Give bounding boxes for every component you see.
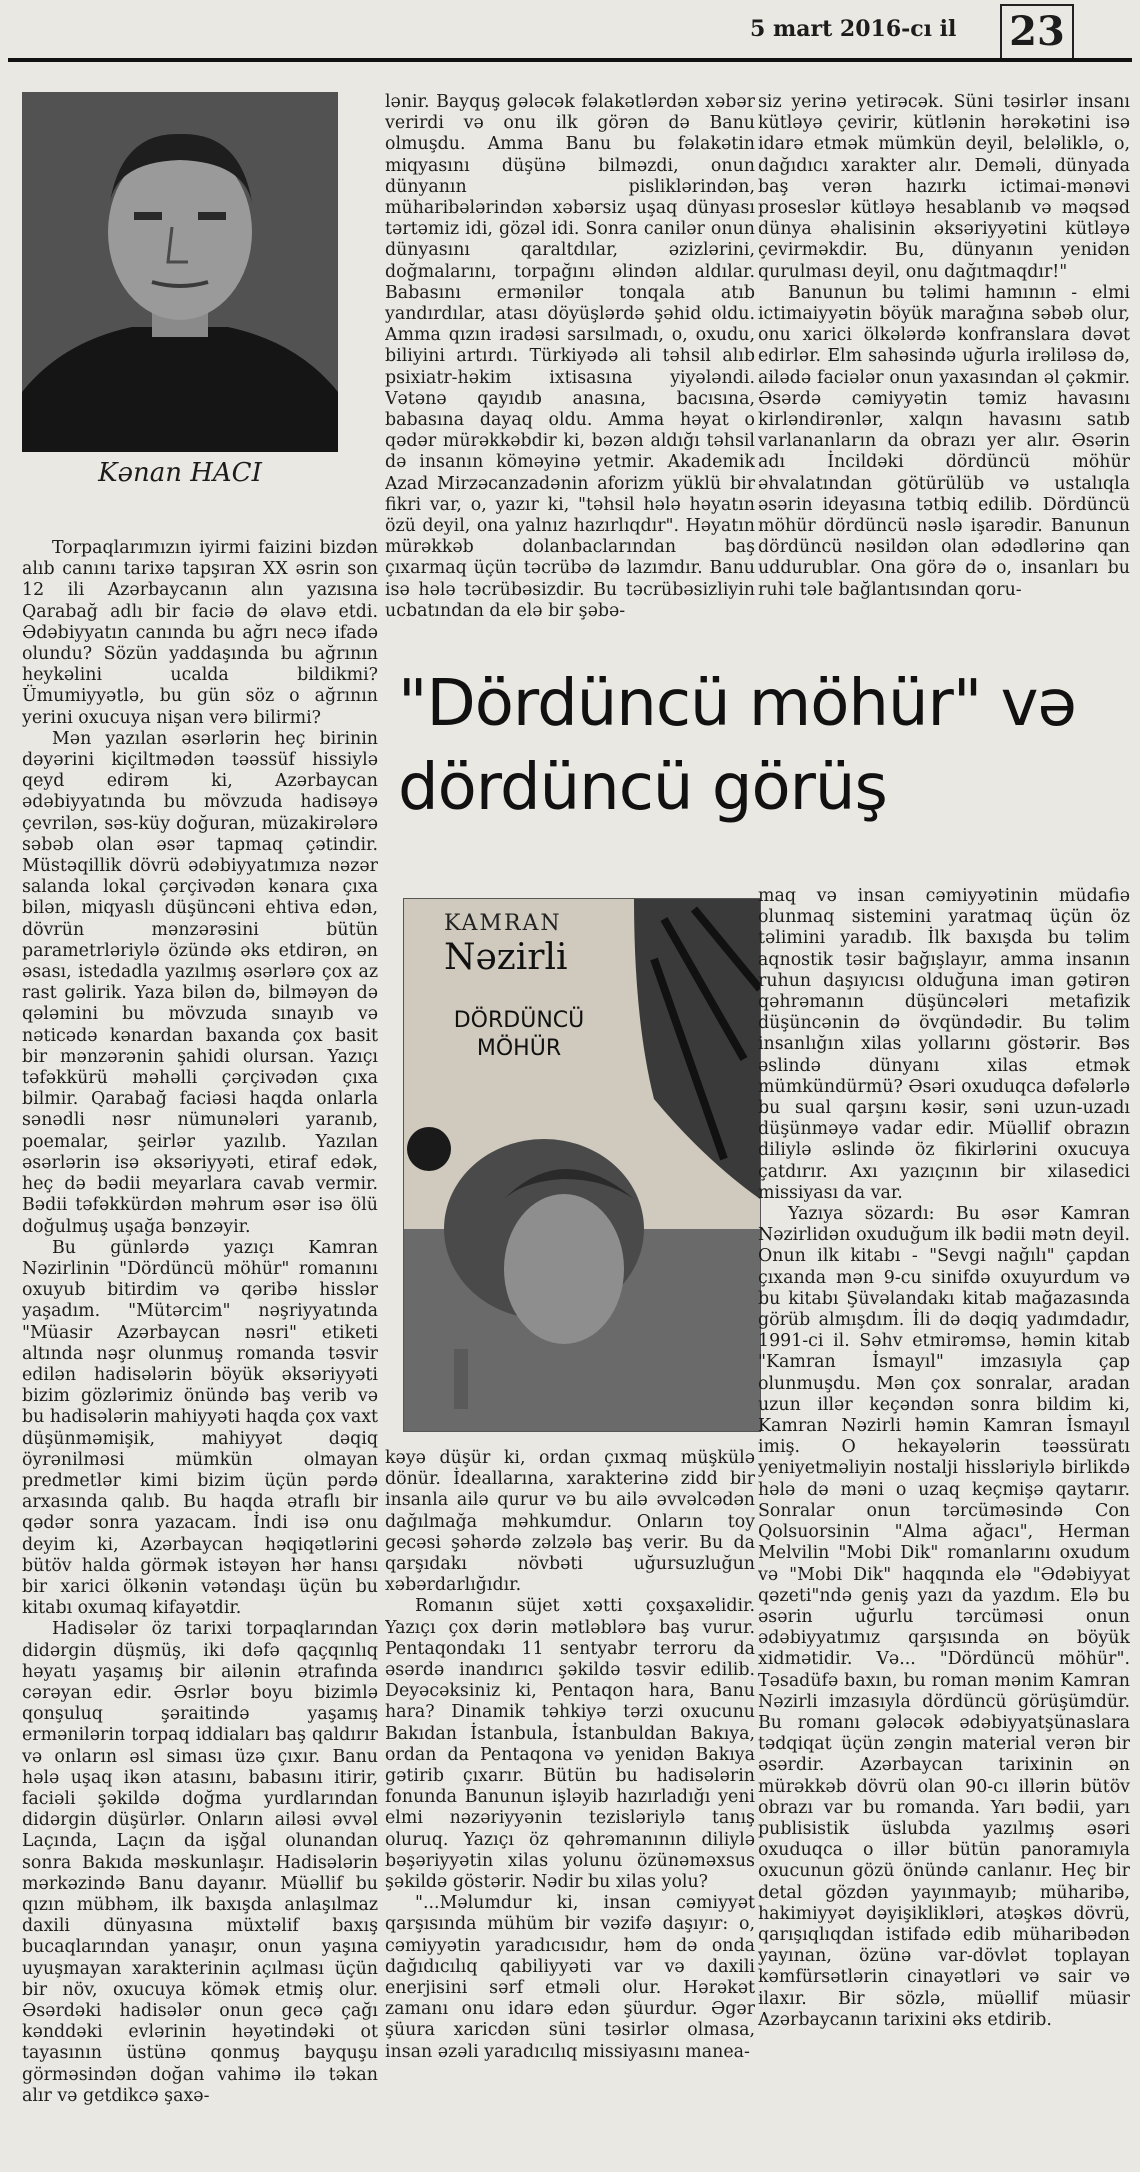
- page-number: 23: [1000, 4, 1074, 60]
- paragraph: Bu günlərdə yazıçı Kamran Nəzirlinin "Dördüncü möhür" romanını oxuyub bitirdim və qəribə hisslər yaşadım. "Mütərcim" nəşriyyatında "Müasir Azərbaycan nəsri" etiketi altında nəşr olunmuş romanda təsvir edilən hadisələrin böyük əksəriyyəti bizim gözlərimiz önündə baş verib və bu hadisələrin mahiyyəti haqda çox vaxt düşünməmişik, mahiyyət dəqiq öyrənilməsi mümkün olmayan predmetlər kimi bizim üçün pərdə arxasında qalıb. Bu haqda ətraflı bir qədər sonra yazacam. İndi isə onu deyim ki, Azərbaycan həqiqətlərini bütöv halda görmək istəyən hər hansı bir xarici ölkənin vətəndaşı üçün bu kitabı oxumaq kifayətdir.: [22, 1237, 378, 1619]
- paragraph: Hadisələr öz tarixi torpaqlarından didərgin düşmüş, iki dəfə qaçqınlıq həyatı yaşamış bir ailənin ətrafında cərəyan edir. Əsrlər boyu bizimlə qonşuluq şəraitində yaşamış ermənilərin torpaq iddiaları baş qaldırır və onların əsl siması üzə çıxır. Banu hələ uşaq ikən atasını, babasını itirir, faciəli şəkildə doğma yurdlarından didərgin düşürlər. Onların ailəsi əvvəl Laçında, Laçın da işğal olunandan sonra Bakıda məskunlaşır. Hadisələrin mərkəzində Banu dayanır. Müəllif bu qızın mübhəm, ilk baxışda anlaşılmaz daxili dünyasına müxtəlif baxış bucaqlarından yanaşır, onun yaşına uyuşmayan xarakterinin açılması üçün bir növ, oxucuya kömək etmiş olur. Əsərdəki hadisələr onun gecə çağı kənddəki evlərinin həyətindəki ot tayasının üstünə qonmuş bayquşu görməsindən doğan vahimə ilə təkan alır və getdikcə şaxə-: [22, 1619, 378, 2106]
- header-rule: [8, 58, 1132, 62]
- book-author-last: Nəzirli: [444, 937, 568, 978]
- book-cover-image: [403, 898, 761, 1432]
- paragraph: lənir. Bayquş gələcək fəlakətlərdən xəbər verirdi və onu ilk görən də Banu olmuşdu. Amma Banu bu fəlakətin miqyasını düşünə bilməzdi, onun dünyanın pisliklərindən, müharibələrindən xəbərsiz uşaq dünyası tərtəmiz idi, gözəl idi. Sonra canilər onun dünyasını qaraltdılar, əzizlərini, doğmalarını, torpağını əlindən aldılar. Babasını ermənilər tonqala atıb yandırdılar, atası döyüşlərdə şəhid oldu. Amma qızın iradəsi sarsılmadı, o, oxudu, biliyini artırdı. Türkiyədə ali təhsil alıb psixiatr-həkim ixtisasına yiyələndi. Vətənə qayıdıb anasına, bacısına, babasına dayaq oldu. Amma həyat o qədər mürəkkəbdir ki, bəzən aldığı təhsil də insanın köməyinə yetmir. Akademik Azad Mirzəcanzadənin aforizm yüklü bir fikri var, o, yazır ki, "təhsil hələ həyatın özü deyil, ona yalnız hazırlıqdır". Həyatın mürəkkəb dolanbaclarından baş çıxarmaq üçün təcrübə də lazımdır. Banu isə hələ təcrübəsizdir. Bu təcrübəsizliyin ucbatından da elə bir şəbə-: [385, 92, 755, 621]
- paragraph: Banunun bu təlimi hamının - elmi ictimaiyyətin böyük marağına səbəb olur, onu xarici ölkələrdə konfranslara dəvət edirlər. Elm sahəsində uğurla irəliləsə də, ailədə faciələr onun yaxasından əl çəkmir. Əsərdə cəmiyyətin təmiz havasını kirləndirənlər, xalqın havasını satıb varlananların da obrazı yer alır. Əsərin adı İncildəki dördüncü möhür əhvalatından götürülüb və ustalıqla əsərin ideyasına tətbiq edilib. Dördüncü möhür dördüncü nəslə işarədir. Banunun dördüncü nəsildən olan ədədlərinə qan uddurublar. Ona görə də o, insanları bu ruhi təle bağlantısından qoru-: [758, 282, 1130, 600]
- paragraph: kəyə düşür ki, ordan çıxmaq müşkülə dönür. İdeallarına, xarakterinə zidd bir insanla ailə qurur və bu ailə əvvəlcədən dağılmağa məhkumdur. Onların toy gecəsi şəhərdə zəlzələ baş verir. Bu da qarşıdakı növbəti uğursuzluğun xəbərdarlığıdır.: [385, 1448, 755, 1596]
- paragraph: "...Məlumdur ki, insan cəmiyyət qarşısında mühüm bir vəzifə daşıyır: o, cəmiyyətin yaradıcısıdır, həm də onda dağıdıcılıq qabiliyyəti var və daxili enerjisini sərf etməli olur. Hərəkət zamanı onu idarə edən şüurdur. Əgər şüura xaricdən süni təsirlər olmasa, insan əzəli yaradıcılıq missiyasını manea-: [385, 1893, 755, 2062]
- paragraph: Romanın süjet xətti çoxşaxəlidir. Yazıçı çox dərin mətləblərə baş vurur. Pentaqondakı 11 sentyabr terroru da əsərdə inandırıcı şəkildə təsvir edilib. Deyəcəksiniz ki, Pentaqon hara, Banu hara? Dinamik təhkiyə tərzi oxucunu Bakıdan İstanbula, İstanbuldan Bakıya, ordan da Pentaqona və yenidən Bakıya gətirib çıxarır. Bütün bu hadisələrin fonunda Banunun işləyib hazırladığı yeni elmi nəzəriyyənin tezisləriylə tanış oluruq. Yazıçı öz qəhrəmanının diliylə bəşəriyyətin xilas yolunu özünəməxsus şəkildə göstərir. Nədir bu xilas yolu?: [385, 1596, 755, 1893]
- book-author-first: KAMRAN: [444, 911, 562, 936]
- paragraph: siz yerinə yetirəcək. Süni təsirlər insanı kütləyə çevirir, kütlənin hərəkətini isə idarə etmək mümkün deyil, beləliklə, o, dağıdıcı xarakter alır. Deməli, dünyada baş verən hazırkı ictimai-mənəvi proseslər kütləyə hesablanıb və məqsəd dünya əhalisinin əksəriyyətini kütləyə çevirməkdir. Bu, dünyanın yenidən qurulması deyil, onu dağıtmaqdır!": [758, 92, 1130, 282]
- article-column-3: [758, 92, 1130, 660]
- article-headline: "Dördüncü möhür" və dördüncü görüş: [398, 667, 1076, 825]
- paragraph: maq və insan cəmiyyətinin müdafiə olunmaq sistemini yaratmaq üçün öz təlimini yaradıb. İlk baxışda bu təlim aqnostik təsir bağışlayır, amma insanın ruhun daşıyıcısı olduğuna iman gətirən qəhrəmanın düşüncələri metafizik düşüncənin də övqündədir. Bu təlim insanlığın xilas yollarını göstərir. Bəs əslində dünyanı xilas etmək mümkündürmü? Əsəri oxuduqca dəfələrlə bu sual qarşını kəsir, səni uzun-uzadı düşünməyə vadar edir. Müəllif obrazın diliylə əslində öz fikirlərini oxucuya çatdırır. Axı yazıçının bir xilasedici missiyası da var.: [758, 886, 1130, 1203]
- issue-date: 5 mart 2016-cı il: [750, 16, 957, 42]
- paragraph: Torpaqlarımızın iyirmi faizini bizdən alıb canını tarixə tapşıran XX əsrin son 12 ili Azərbaycanın alın yazısına Qarabağ adlı bir faciə də əlavə etdi. Ədəbiyyatın canında bu ağrı necə ifadə olundu? Sözün yaddaşında bu ağrının heykəlini ucalda bildikmi? Ümumiyyətlə, bu gün söz o ağrının yerini oxucuya nişan verə bilirmi?: [22, 538, 378, 728]
- paragraph: Mən yazılan əsərlərin heç birinin dəyərini kiçiltmədən təəssüf hissiylə qeyd edirəm ki, Azərbaycan ədəbiyyatında bu mövzuda hadisəyə çevrilən, səs-küy doğuran, müzakirələrə səbəb olan əsər tapmaq çətindir. Müstəqillik dövrü ədəbiyyatımıza nəzər salanda lokal çərçivədən kənara çıxa bilən, miqyaslı düşüncəni ehtiva edən, dövrün mənzərəsini bütün parametrləriylə özündə əks etdirən, ən əsası, istedadla yazılmış əsərlərə çox az rast gəlirik. Yaza bilən də, bilməyən də qələmini bu mövzuda sınayıb və nəticədə kənardan baxanda çox basit bir mənzərənin şahidi olursan. Yazıçı təfəkkürü məhəlli çərçivədən çıxa bilmir. Qarabağ faciəsi haqda onlarla sənədli nəsr nümunələri yaranıb, poemalar, şeirlər yazılıb. Yazılan əsərlərin isə əksəriyyəti, etiraf edək, heç də bədii meyarlara cavab vermir. Bədii təfəkkürdən məhrum əsər isə ölü doğulmuş uşağa bənzəyir.: [22, 728, 378, 1237]
- article-column-1: [22, 538, 378, 2158]
- article-column-2: [385, 92, 755, 660]
- author-photo: [22, 92, 338, 452]
- paragraph: Yazıya sözardı: Bu əsər Kamran Nəzirlidən oxuduğum ilk bədii mətn deyil. Onun ilk kitabı - "Sevgi nağılı" çapdan çıxanda mən 9-cu sinifdə oxuyurdum və bu kitabı Şüvəlandakı kitab mağazasında görüb almışdım. İli də dəqiq yadımdadır, 1991-ci il. Səhv etmirəmsə, həmin kitab "Kamran İsmayıl" imzasıyla çap olunmuşdu. Mən çox sonralar, aradan uzun illər keçəndən sonra bildim ki, Kamran Nəzirli həmin Kamran İsmayıl imiş. O hekayələrin təəssüratı yeniyetməliyin nostalji hissləriylə birlikdə hələ də məni o uzaq keçmişə qaytarır. Sonralar onun tərcüməsində Con Qolsuorsinin "Alma ağacı", Herman Melvilin "Mobi Dik" romanlarını oxudum və "Mobi Dik" haqqında elə "Ədəbiyyat qəzeti"ndə geniş yazı da yazdım. Elə bu əsərin uğurlu tərcüməsi onun ədəbiyyatımız qarşısında ən böyük xidmətidir. Və... "Dördüncü möhür". Təsadüfə baxın, bu roman mənim Kamran Nəzirli imzasıyla dördüncü görüşümdür. Bu romanı gələcək ədəbiyyatşünaslara tədqiqat üçün zəngin material verən bir əsərdir. Azərbaycan tarixinin ən mürəkkəb dövrü olan 90-cı illərin bütöv obrazı var bu romanda. Yarı bədii, yarı publisistik üslubda yazılmış əsəri oxuduqca o illər bütün panoramıyla oxucunun gözü önündə canlanır. Heç bir detal gözdən yayınmayıb; müharibə, hakimiyyət dəyişiklikləri, atəşkəs dövrü, qarışıqlıqdan istifadə edib müharibədən yayınan, özünə var-dövlət toplayan kəmfürsətlərin cinayətləri və sair və ilaxır. Bir sözlə, müəllif müasir Azərbaycanın tarixini əks etdirib.: [758, 1204, 1130, 2030]
- article-column-5: [758, 886, 1130, 2158]
- author-caption: Kənan HACI: [98, 458, 262, 488]
- book-title: DÖRDÜNCÜ MÖHÜR: [453, 1008, 585, 1061]
- article-column-4: [385, 1448, 755, 2158]
